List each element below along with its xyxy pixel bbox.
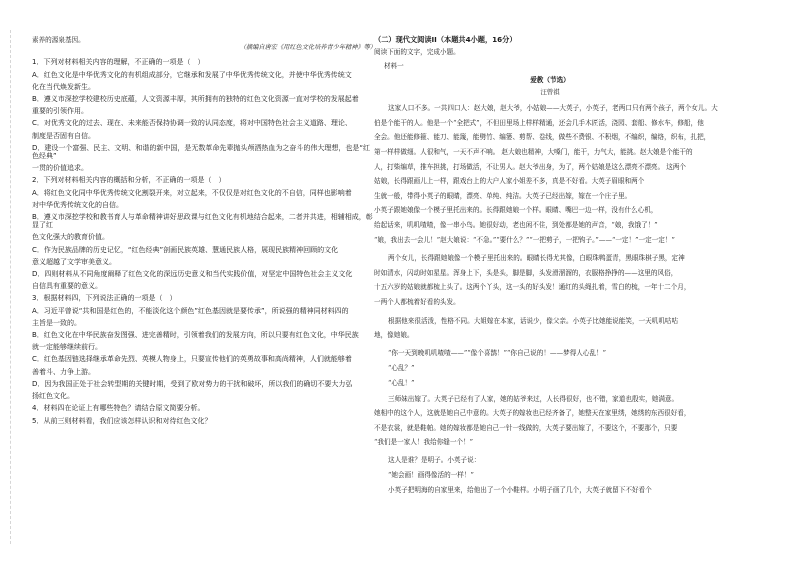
passage-line: 小英子跟她娘像一个模子里托出来的。长得跟她娘一个样。眼睛、嘴巴一边一样，没有什么心机，	[374, 206, 658, 215]
option-c-cont: 善着斗、力争上游。	[32, 367, 95, 376]
option-c-cont: 意义超越了文学审美意义。	[32, 257, 116, 266]
option-a-cont: 对中华优秀传统文化的自信。	[32, 200, 123, 209]
passage-title: 爱教（节选）	[530, 75, 570, 84]
dialogue-line: “心乱？”	[388, 363, 415, 372]
option-b-cont: 就一定能够继续前行。	[32, 343, 102, 352]
question-stem: 1．下列对材料相关内容的理解，不正确的一项是（ ）	[32, 58, 205, 67]
option-c: C．对优秀文化的过去、现在、未来能否保持协调一致的认同态度，将对中国特色社会主义道路、理论、	[32, 119, 352, 128]
passage-line: 十五六岁的姑娘就都梳上头了。这两个丫头，这一头的好头发！通红的头绳扎着，雪白的梳，一年十二个月，	[374, 283, 691, 292]
passage-line: 根据他来很活泼，性格不同。大姐嫁在本家，话说少，像父亲。小英子比她能说能笑，一天叽叽咕咕	[388, 316, 679, 325]
option-d-cont: 自信具有重要的意义。	[32, 282, 102, 291]
passage-line: 伯是个能干的人。他是一个“全把式”，不但田里场上样样精通，还会几手木匠活，浇园、套船、修水车，修船，他	[374, 118, 704, 127]
option-d-cont: 扬红色文化。	[32, 392, 74, 401]
passage-line: 姑娘，长得跟画儿上一样，跟戏台上的大户人家小姐差不多，真是不好看。大英子眉眼和两个	[374, 177, 645, 186]
option-c-cont: 制度是否固有自信。	[32, 131, 95, 140]
option-b: B．遵义市深挖学校和教书育人与革命精神讲好思政课与红色文化有机地结合起来，二者并共进，相辅相成，彰显了红	[32, 213, 373, 230]
source-note: （摘编自唐宏《用红色文化培养青少年精神》等）	[239, 44, 376, 52]
question-4: 4．材料四在论证上有哪些特色？请结合原文简要分析。	[32, 404, 205, 413]
option-a: A．习近平曾说“共和国是红色的，不能淡化这个颜色”红色基因就是要传承”，所说强的精神同材料四的	[32, 306, 349, 315]
passage-line: 两个女儿，长得跟她娘像一个模子里托出来的。眼睛长得尤其像，白眼珠鸭蛋青，黑眼珠棋子黑，定神	[388, 254, 685, 263]
passage-line: 第一样样做细。人很和气，一天不声不响。 赵大娘也精神，大嗓门，能干，力气大，能挑。赵大娘是个能干的	[374, 147, 693, 156]
passage-line: 地，像她娘。	[374, 331, 414, 340]
passage-line: 这家人口不多。一共四口人：赵大娘，赵大爷，小姑娘——大英子，小英子，老两口只有两个孩子，两个女儿。大	[388, 104, 718, 113]
question-stem: 3．根据材料四，下列说法正确的一项是（ ）	[32, 294, 177, 303]
passage-line: 这人是谁？是明子。小英子说：	[388, 456, 481, 465]
passage-body	[374, 102, 726, 496]
option-b-cont: 色文化强大的教育价值。	[32, 233, 109, 242]
option-c: C．作为民族品牌的历史记忆，“红色经典”剖画民族英雄、慧通民族人格，展现民族精神回顾的文化	[32, 245, 339, 254]
passage-line: “我们是一家人！我给你缝一个！”	[374, 438, 474, 447]
right-column	[374, 36, 726, 500]
material-label: 材料一	[384, 62, 404, 70]
option-d: D．建设一个富强、民主、文明、和谐的新中国，是无数革命先辈抛头颅洒热血为之奋斗的伟大理想，也是“红色经典”	[32, 143, 371, 161]
fold-line	[10, 30, 12, 544]
option-a: A．红色文化是中华优秀文化的有机组成部分，它继承和发展了中华优秀传统文化，并使中华优秀传统文	[32, 70, 352, 79]
passage-line: 她相中的这个人，这就是她自己中意的。大英子的嫁妆也已经齐备了，她整天在家里绣，她绣的东西很好看，	[374, 409, 691, 418]
question-3	[32, 294, 376, 400]
question-5: 5．从前三则材料看，我们应该怎样认识和对待红色文化？	[32, 416, 212, 425]
question-2	[32, 176, 376, 290]
passage-line: “娘，我出去一会儿！”赵大娘说：“不急。”“要什么？”“一把剪子，一把钩子。”——“一定！”一定一定！”	[374, 235, 675, 244]
option-d-cont: 一贯的价值追求。	[32, 164, 88, 173]
dialogue-line: “你一天到晚叽叽喳喳——”“像个喜鹊！”“你自己说的！——梦得人心乱！”	[388, 348, 607, 357]
option-a-cont: 主旨是一致的。	[32, 318, 81, 327]
passage-line: 一两个人都梳着好看的头发。	[374, 297, 460, 306]
intro-tail: 素养的源泉基因。	[32, 36, 85, 44]
left-column	[32, 36, 376, 429]
passage-line: 三师妹出嫁了。大英子已经有了人家，她的姑爷来过，人长得很好，也不错，家道也殷实，她满意。	[388, 394, 679, 403]
option-d: D．因为我国正处于社会转型期的关键时期，受到了欧对势力的干扰和破坏，所以我们的确切不要大力弘	[32, 379, 353, 388]
passage-line: 生就一般，带得小英子的眼睛，漂亮、单纯、纯洁。大英子已经出嫁，嫁在一个庄子里。	[374, 191, 632, 200]
option-b: B．红色文化在中华民族奋发图强、进完善精时，引领着我们的发展方向，所以只要有红色文化，中华民族	[32, 331, 359, 340]
section-heading: （二）现代文阅读II（本题共4小题，16分）	[374, 35, 517, 44]
option-d: D．四则材料从不同角度阐释了红色文化的深远历史意义和当代实践价值，对坚定中国特色社会主义文化	[32, 270, 353, 279]
option-b: B．遵义市深挖学校建校历史底蕴，人文资源丰厚，其所拥有的独特的红色文化资源一直对学校的发展起着	[32, 95, 359, 104]
dialogue-line: “心乱！”	[388, 378, 415, 387]
question-stem: 2．下列对材料相关内容的概括和分析，不正确的一项是（ ）	[32, 176, 226, 185]
passage-author: 汪曾祺	[540, 88, 560, 96]
passage-line: 给起话来，叽叽喳喳，像一串小鸟。她很好动，老也闲不住，到处都是她的声音，“娘，我饿了！”	[374, 220, 658, 229]
passage-line: 人，打柴编草，推车担挑，打场做活，不让男人。赵大爷出身，为了，两个姑娘是这么漂亮不漂亮。 这两个	[374, 162, 687, 171]
option-a-cont: 化在当代焕发新生。	[32, 82, 95, 91]
option-a: A．将红色文化同中华优秀传统文化割裂开来，对立起来，不仅仅是对红色文化的不自信，同样也影响着	[32, 188, 352, 197]
question-1	[32, 58, 376, 172]
option-b-cont: 重要的引领作用。	[32, 107, 88, 116]
passage-line: 不是衣裳，就是鞋帕。她的嫁妆都是她自己一针一线做的，大英子要出嫁了，不要这个，不要那个，只要	[374, 423, 678, 432]
option-c: C．红色基因链选择继承革命先烈、英模人物身上，只要宣传他们的英勇故事和高尚精神，人们就能够着	[32, 355, 352, 364]
passage-line: 全会。他还能修箍、能刀、能篾，能劈竹、编篓、剪帮、卷线，做些不费银、不积烟，不编织，编络，织布，扎把，	[374, 133, 711, 142]
dialogue-line: “她会画！画得像活的一样！”	[388, 471, 474, 480]
instruction: 阅读下面的文字，完成小题。	[374, 48, 460, 57]
passage-line: 小英子把明海的自家里来，给他出了一个小鞋样。小明子画了几个，大英子就留下不好看个	[388, 486, 652, 495]
passage-line: 时如清水，闪动时如星星。浑身上下，头是头，脚是脚，头发滑溜溜的，衣服格挣挣的——这里的风俗，	[374, 268, 678, 277]
